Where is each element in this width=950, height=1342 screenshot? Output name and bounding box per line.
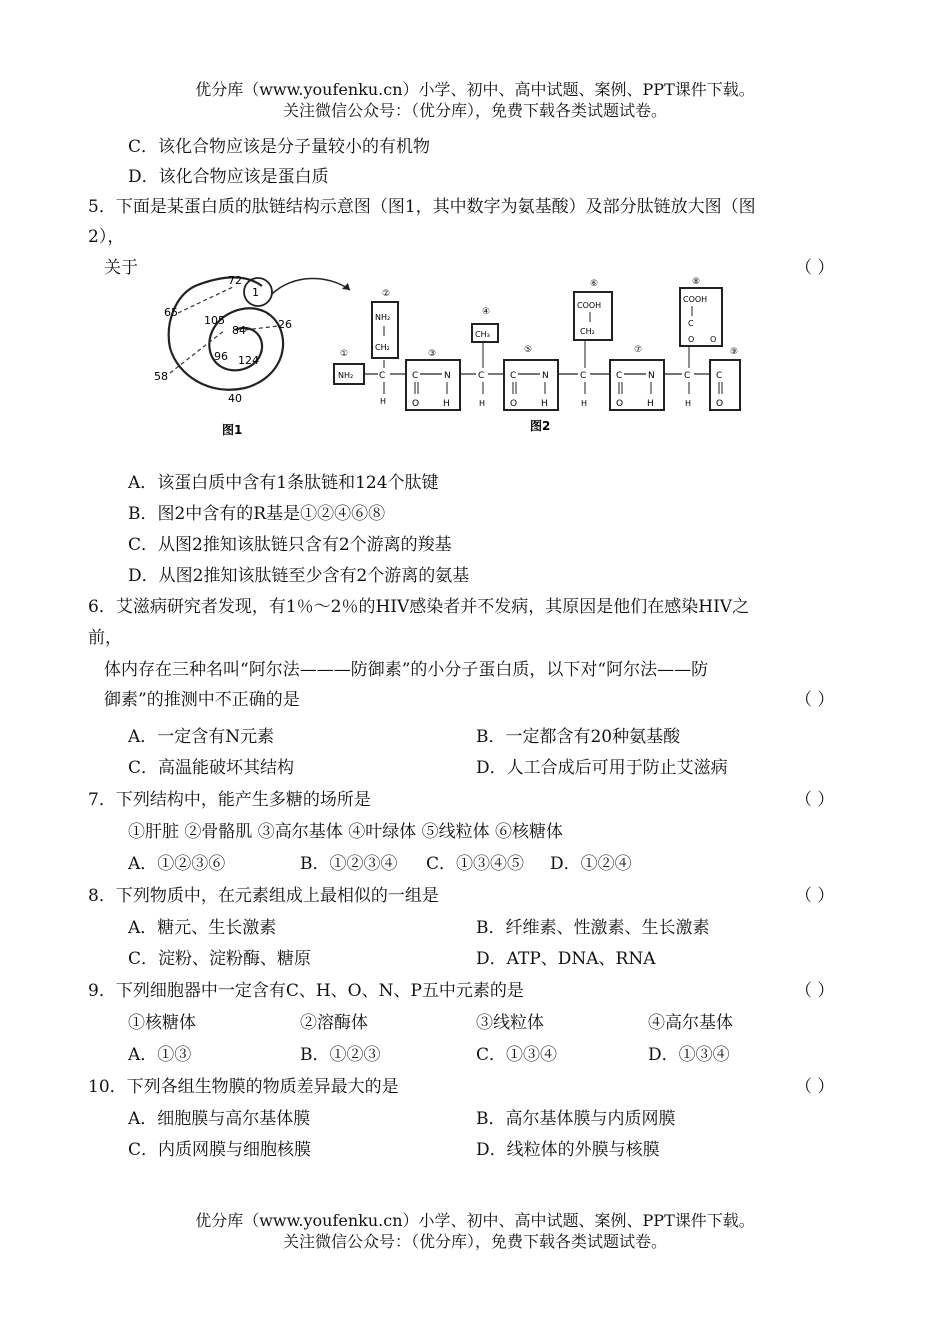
q7-option-b: B．①②③④ [300,854,398,874]
q8-option-a: A．糖元、生长激素 [128,918,277,938]
q5-stem-line-1: 5．下面是某蛋白质的肽链结构示意图（图1，其中数字为氨基酸）及部分肽链放大图（图 [88,197,756,217]
fig1-num-96: 96 [214,350,228,363]
fig2-label-6: ⑥ [590,279,599,289]
q10-option-b: B．高尔基体膜与内质网膜 [476,1109,676,1129]
fig2-pb2-c: C [510,371,517,381]
fig2-pb3-o: O [616,399,624,409]
fig2-pb3-n: N [648,371,655,381]
header-line-2: 关注微信公众号：（优分库），免费下载各类试题试卷。 [282,101,667,120]
q9-option-c: C．①③④ [476,1045,558,1065]
q9-option-d: D．①③④ [648,1045,730,1065]
q9-item-2: ②溶酶体 [300,1013,368,1033]
fig2-h-2: H [479,399,486,408]
fig2-r8-c: C [688,319,694,328]
q10-option-d: D．线粒体的外膜与核膜 [476,1140,660,1160]
fig2-h-3: H [581,399,588,408]
q5-answer-paren: （ ） [795,258,835,278]
q6-stem-line-2: 前， [88,628,122,648]
fig1-num-58: 58 [154,370,168,383]
fig1-num-26: 26 [278,318,292,331]
fig1-num-72: 72 [228,274,242,287]
q7-option-a: A．①②③⑥ [128,854,226,874]
fig2-pb3-h: H [647,399,654,409]
q8-answer-paren: （ ） [795,886,835,906]
fig2-label-9: ⑨ [730,347,739,357]
footer-line-2: 关注微信公众号：（优分库），免费下载各类试题试卷。 [282,1232,667,1251]
q5-option-a: A．该蛋白质中含有1条肽链和124个肽键 [128,473,439,493]
fig2-label-1: ① [340,349,349,359]
fig1-num-65: 65 [164,306,178,319]
fig2-label-5: ⑤ [524,345,533,355]
q9-item-3: ③线粒体 [476,1013,544,1033]
fig2-label-4: ④ [482,307,491,317]
fig2-alpha-c-2: C [478,371,485,381]
fig2-pb3-c: C [616,371,623,381]
fig2-alpha-c-1: C [379,371,386,381]
fig2-pb2-h: H [541,399,548,409]
fig2-r2-ch2: CH₂ [375,343,390,352]
fig1-num-105: 105 [204,314,225,327]
q6-answer-paren: （ ） [795,690,835,710]
fig2-label-2: ② [382,289,391,299]
fig2-r8-o: O [688,335,695,344]
q7-option-c: C．①③④⑤ [426,854,525,874]
q5-stem-line-2: 2）， [88,227,125,247]
q5-stem-line-3: 关于 [104,258,138,278]
fig2-h-4: H [685,399,692,408]
q6-option-b: B．一定都含有20种氨基酸 [476,727,681,747]
q7-stem: 7．下列结构中，能产生多糖的场所是 [88,790,371,810]
footer-line-1: 优分库（www.youfenku.cn）小学、初中、高中试题、案例、PPT课件下载。 [195,1211,755,1230]
q6-option-c: C．高温能破坏其结构 [128,758,295,778]
q10-stem: 10．下列各组生物膜的物质差异最大的是 [88,1077,399,1097]
fig1-caption: 图1 [222,423,243,437]
q8-stem: 8．下列物质中，在元素组成上最相似的一组是 [88,886,439,906]
fig1-num-124: 124 [238,354,259,367]
fig2-r4-ch3: CH₃ [475,330,490,339]
fig1-num-1: 1 [252,286,259,299]
fig2-pb1-n: N [444,371,451,381]
fig2-h-1: H [380,397,387,406]
fig2-r6-ch2: CH₂ [580,327,595,336]
q5-option-d: D．从图2推知该肽链至少含有2个游离的氨基 [128,566,470,586]
q9-stem: 9．下列细胞器中一定含有C、H、O、N、P五中元素的是 [88,981,524,1001]
fig2-r2-nh2: NH₂ [375,313,391,322]
q8-option-c: C．淀粉、淀粉酶、糖原 [128,949,312,969]
fig2-label-7: ⑦ [634,345,643,355]
q9-item-4: ④高尔基体 [648,1013,733,1033]
fig2-alpha-c-4: C [684,371,691,381]
q6-stem-line-1: 6．艾滋病研究者发现，有1％～2％的HIV感染者并不发病，其原因是他们在感染HIV之 [88,597,750,617]
fig2-pb1-c: C [412,371,419,381]
fig1-num-40: 40 [228,392,242,405]
q7-items: ①肝脏 ②骨骼肌 ③高尔基体 ④叶绿体 ⑤线粒体 ⑥核糖体 [128,822,564,842]
q9-option-b: B．①②③ [300,1045,381,1065]
q8-option-b: B．纤维素、性激素、生长激素 [476,918,710,938]
fig2-pb1-o: O [412,399,420,409]
q7-answer-paren: （ ） [795,790,835,810]
fig2-pb2-o: O [510,399,518,409]
q10-option-c: C．内质网膜与细胞核膜 [128,1140,312,1160]
q5-option-b: B．图2中含有的R基是①②④⑥⑧ [128,504,386,524]
fig2-r8-o2: O [710,335,717,344]
q9-option-a: A．①③ [128,1045,192,1065]
q5-option-c: C．从图2推知该肽链只含有2个游离的羧基 [128,535,452,555]
q6-option-d: D．人工合成后可用于防止艾滋病 [476,758,728,778]
q8-option-d: D．ATP、DNA、RNA [476,949,656,969]
fig2-label-3: ③ [428,349,437,359]
fig1-num-84: 84 [232,324,246,337]
fig2-alpha-c-3: C [580,371,587,381]
q10-answer-paren: （ ） [795,1077,835,1097]
fig2-r8-cooh: COOH [683,295,708,304]
fig2-term-o: O [716,399,724,409]
fig2-nh-terminal: NH₂ [338,371,354,380]
q6-stem-line-4: 御素”的推测中不正确的是 [104,690,300,710]
figure-2 [328,272,748,440]
fig2-caption: 图2 [530,419,551,433]
fig2-r6-cooh: COOH [577,301,602,310]
q6-stem-line-3: 体内存在三种名叫“阿尔法———防御素”的小分子蛋白质，以下对“阿尔法——防 [104,660,709,680]
header-line-1: 优分库（www.youfenku.cn）小学、初中、高中试题、案例、PPT课件下载。 [195,80,755,99]
fig2-term-c: C [716,371,723,381]
q7-option-d: D．①②④ [550,854,632,874]
q4-option-c: C．该化合物应该是分子量较小的有机物 [128,137,431,157]
q4-option-d: D．该化合物应该是蛋白质 [128,167,329,187]
q9-answer-paren: （ ） [795,981,835,1001]
q10-option-a: A．细胞膜与高尔基体膜 [128,1109,311,1129]
fig2-pb2-n: N [542,371,549,381]
q6-option-a: A．一定含有N元素 [128,727,275,747]
q9-item-1: ①核糖体 [128,1013,196,1033]
fig2-pb1-h: H [443,399,450,409]
fig2-label-8: ⑧ [692,277,701,287]
